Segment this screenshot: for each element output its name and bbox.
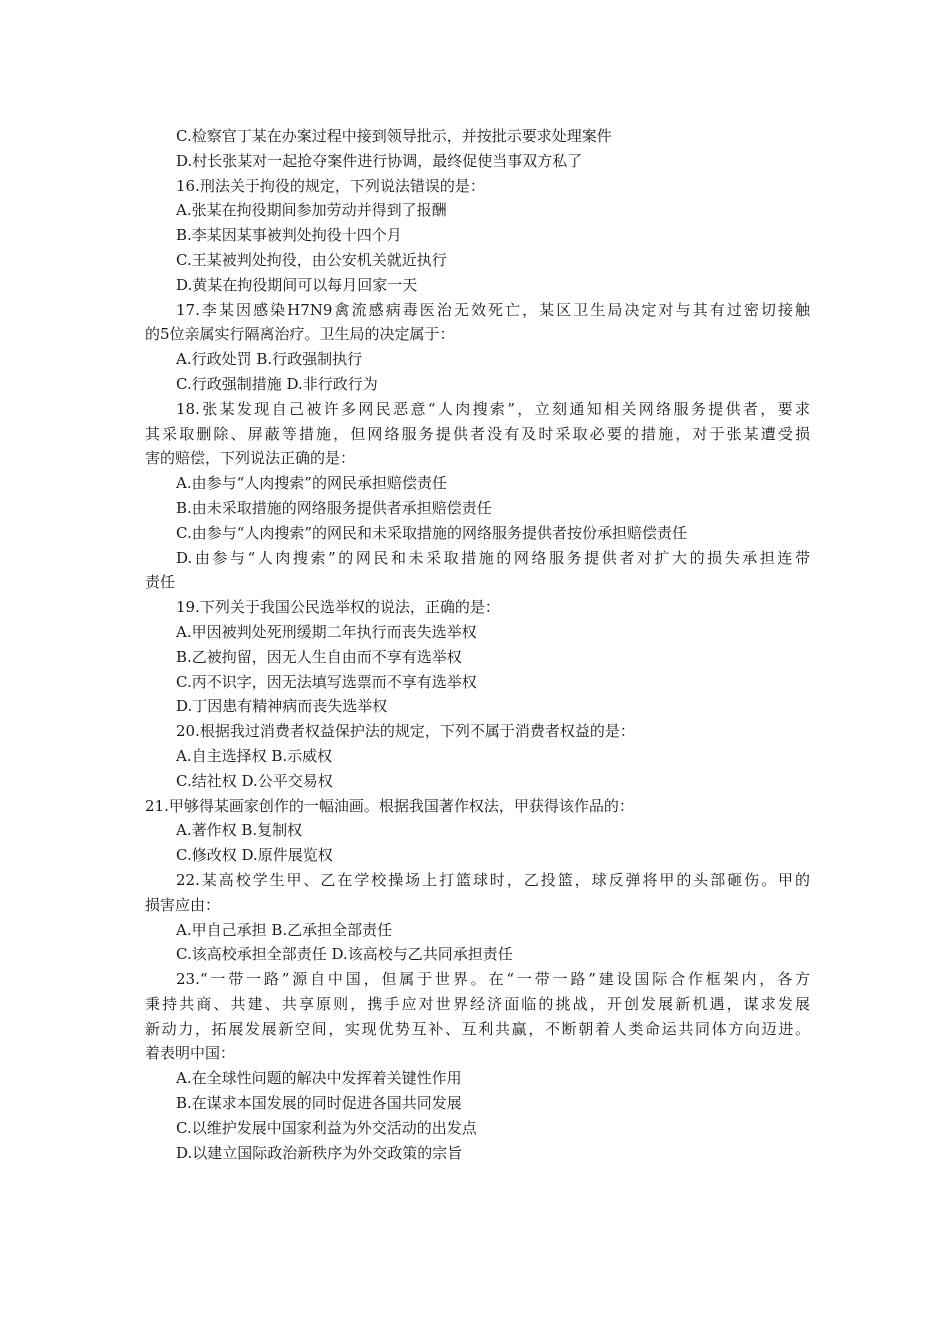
option-19b: B.乙被拘留，因无人生自由而不享有选举权 [176,647,462,666]
options-22ab: A.甲自己承担 B.乙承担全部责任 [176,920,393,939]
question-16: 16.刑法关于拘役的规定，下列说法错误的是： [176,176,485,195]
question-21: 21.甲够得某画家创作的一幅油画。根据我国著作权法，甲获得该作品的： [145,796,634,815]
option-16b: B.李某因某事被判处拘役十四个月 [176,226,402,245]
options-21cd: C.修改权 D.原件展览权 [176,846,333,865]
option-16a: A.张某在拘役期间参加劳动并得到了报酬 [176,201,447,220]
options-22cd: C.该高校承担全部责任 D.该高校与乙共同承担责任 [176,945,513,964]
option-23d: D.以建立国际政治新秩序为外交政策的宗旨 [176,1143,463,1162]
option-19d: D.丁因患有精神病而丧失选举权 [176,697,388,716]
option-15d: D.村长张某对一起抢夺案件进行协调，最终促使当事双方私了 [176,151,583,170]
question-17-line-1: 17.李某因感染H7N9禽流感病毒医治无效死亡，某区卫生局决定对与其有过密切接触 [176,300,810,319]
question-23-line-2: 秉持共商、共建、共享原则，携手应对世界经济面临的挑战，开创发展新机遇，谋求发展 [145,994,810,1013]
question-17-line-2: 的5位亲属实行隔离治疗。卫生局的决定属于： [145,325,455,344]
document-body [145,124,810,1165]
option-18c: C.由参与“人肉搜索”的网民和未采取措施的网络服务提供者按份承担赔偿责任 [176,523,688,542]
question-23-line-4: 着表明中国： [145,1044,236,1063]
options-20cd: C.结社权 D.公平交易权 [176,771,333,790]
option-19a: A.甲因被判处死刑缓期二年执行而丧失选举权 [176,622,477,641]
options-21ab: A.著作权 B.复制权 [176,821,303,840]
option-18a: A.由参与“人肉搜索”的网民承担赔偿责任 [176,474,447,493]
options-20ab: A.自主选择权 B.示威权 [176,746,333,765]
question-18-line-3: 害的赔偿，下列说法正确的是： [145,449,356,468]
option-16d: D.黄某在拘役期间可以每月回家一天 [176,275,418,294]
options-17cd: C.行政强制措施 D.非行政行为 [176,374,378,393]
options-17ab: A.行政处罚 B.行政强制执行 [176,350,363,369]
option-16c: C.王某被判处拘役，由公安机关就近执行 [176,250,447,269]
question-23-line-3: 新动力，拓展发展新空间，实现优势互补、互利共赢，不断朝着人类命运共同体方向迈进。 [145,1019,810,1038]
question-18-line-2: 其采取删除、屏蔽等措施，但网络服务提供者没有及时采取必要的措施，对于张某遭受损 [145,424,810,443]
question-22-line-1: 22.某高校学生甲、乙在学校操场上打篮球时，乙投篮，球反弹将甲的头部砸伤。甲的 [176,870,810,889]
option-23c: C.以维护发展中国家利益为外交活动的出发点 [176,1118,477,1137]
option-15c: C.检察官丁某在办案过程中接到领导批示，并按批示要求处理案件 [176,127,612,145]
question-18-line-1: 18.张某发现自己被许多网民恶意“人肉搜索”，立刻通知相关网络服务提供者，要求 [176,399,810,418]
option-18d-line-1: D.由参与“人肉搜索”的网民和未采取措施的网络服务提供者对扩大的损失承担连带 [176,548,810,567]
option-18b: B.由未采取措施的网络服务提供者承担赔偿责任 [176,498,492,517]
option-19c: C.丙不识字，因无法填写选票而不享有选举权 [176,672,477,691]
question-23-line-1: 23.“一带一路”源自中国，但属于世界。在“一带一路”建设国际合作框架内，各方 [176,970,810,989]
option-18d-line-2: 责任 [145,573,176,592]
option-23b: B.在谋求本国发展的同时促进各国共同发展 [176,1094,462,1113]
question-22-line-2: 损害应由： [145,895,221,914]
option-23a: A.在全球性问题的解决中发挥着关键性作用 [176,1069,462,1088]
question-19: 19.下列关于我国公民选举权的说法，正确的是： [176,598,500,617]
question-20: 20.根据我过消费者权益保护法的规定，下列不属于消费者权益的是： [176,722,635,741]
